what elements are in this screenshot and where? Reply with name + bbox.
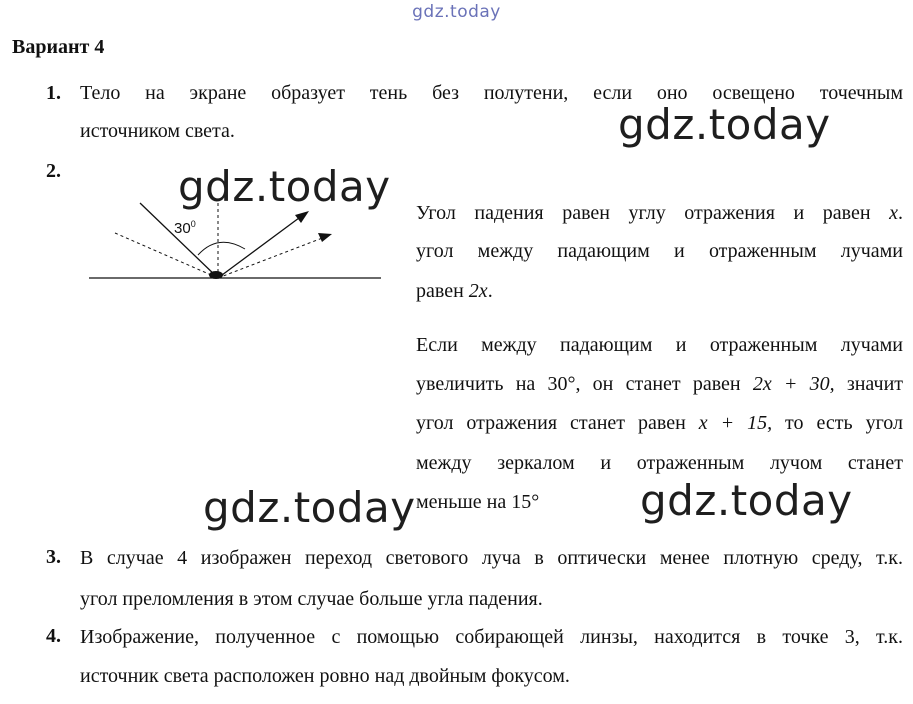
item-2-p1-line-2: угол между падающим и отраженным лучами bbox=[416, 240, 903, 262]
reflected-ray-arrowhead bbox=[295, 211, 309, 223]
incidence-point bbox=[209, 271, 223, 279]
variant-title: Вариант 4 bbox=[12, 36, 105, 58]
item-3-number: 3. bbox=[46, 546, 61, 568]
item-2-p1-line-1: Угол падения равен углу отражения и равен x. bbox=[416, 202, 903, 224]
watermark-2: gdz.today bbox=[178, 162, 391, 211]
reflected-ray-2 bbox=[218, 237, 325, 278]
watermark-1: gdz.today bbox=[618, 100, 831, 149]
item-4-line-1: Изображение, полученное с помощью собирающей линзы, находится в точке 3, т.к. bbox=[80, 626, 903, 648]
item-3-line-1: В случае 4 изображен переход светового луча в оптически менее плотную среду, т.к. bbox=[80, 547, 903, 569]
reflected-ray bbox=[218, 215, 303, 278]
item-1-line-2: источником света. bbox=[80, 120, 235, 142]
angle-label: $30^0$ bbox=[174, 219, 196, 237]
watermark-3: gdz.today bbox=[203, 483, 416, 532]
watermark-top: gdz.today bbox=[412, 2, 501, 22]
watermark-4: gdz.today bbox=[640, 476, 853, 525]
reflected-ray-2-arrowhead bbox=[318, 233, 332, 242]
item-1-number: 1. bbox=[46, 82, 61, 104]
item-2-p2-line-4: между зеркалом и отраженным лучом станет bbox=[416, 452, 903, 474]
item-3-line-2: угол преломления в этом случае больше угла падения. bbox=[80, 588, 543, 610]
angle-arc bbox=[198, 242, 245, 255]
item-2-p2-line-2: увеличить на 30°, он станет равен 2x + 30, значит bbox=[416, 373, 904, 395]
item-1-line-1: Тело на экране образует тень без полутени, если оно освещено точечным bbox=[80, 82, 903, 104]
item-2-number: 2. bbox=[46, 160, 61, 182]
incident-ray bbox=[140, 203, 218, 278]
item-2-p2-line-3: угол отражения станет равен x + 15, то есть угол bbox=[416, 412, 904, 434]
incident-ray-2 bbox=[115, 233, 218, 278]
item-2-p2-line-1: Если между падающим и отраженным лучами bbox=[416, 334, 903, 356]
item-4-line-2: источник света расположен ровно над двойным фокусом. bbox=[80, 665, 570, 687]
item-2-p1-line-3: равен 2x. bbox=[416, 280, 493, 302]
item-2-p2-line-5: меньше на 15° bbox=[416, 491, 540, 513]
item-4-number: 4. bbox=[46, 625, 61, 647]
